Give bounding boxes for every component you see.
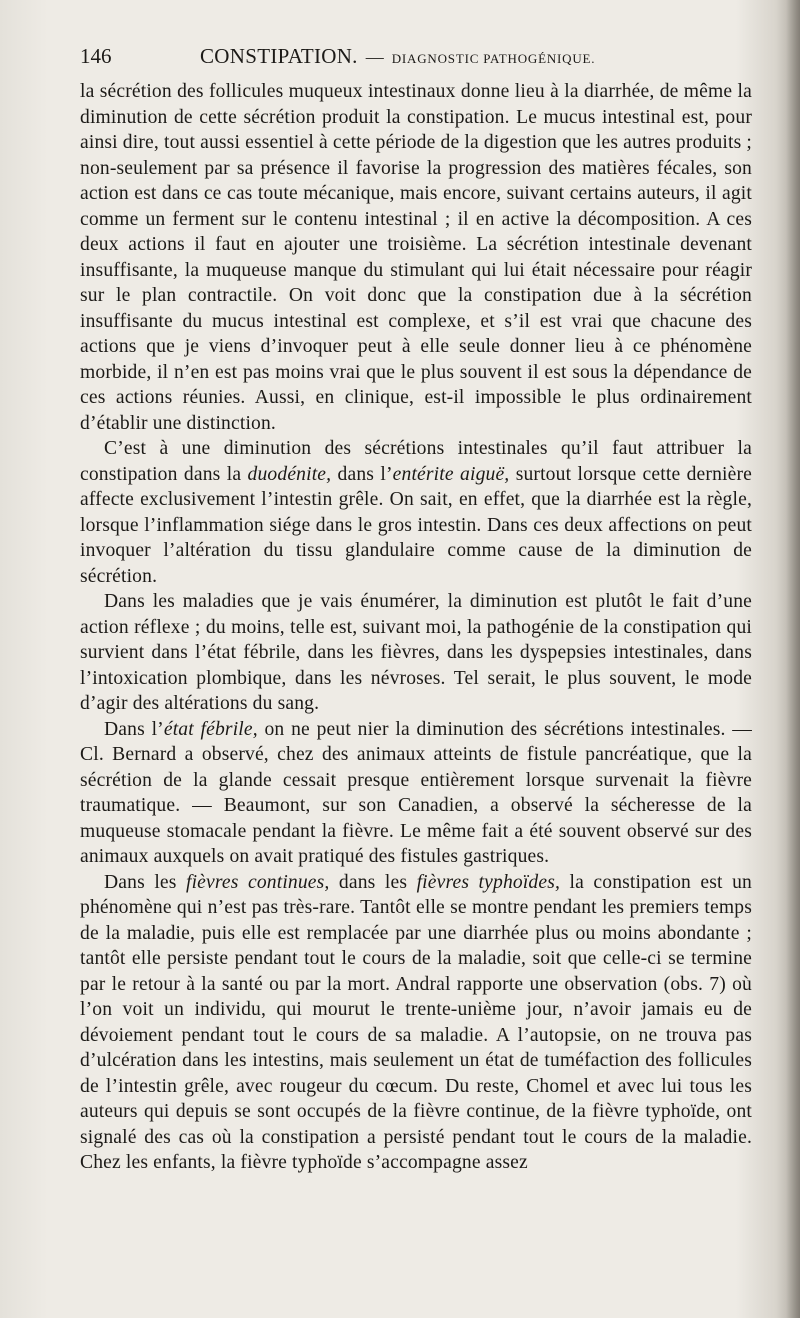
running-subtitle: DIAGNOSTIC PATHOGÉNIQUE. <box>391 51 596 66</box>
italic-term: état fébrile, <box>163 718 258 740</box>
paragraph-text: la constipation est un phénomène qui n’est pas très-rare. Tantôt elle se montre pendant les premiers temps de la maladie, puis elle est remplacée par une diarrhée plus ou moins abondante ; tantôt elle persiste pendant tout le cours de la maladie, soit que celle-ci se termine par le retour à la santé ou par la mort. Andral rapporte une observation (obs. 7) où l’on voit un individu, qui mourut le trente-unième jour, n’avoir jamais eu de dévoiement pendant tout le cours de sa maladie. A l’autopsie, on ne trouva pas d’ulcération dans les intestins, mais seulement un état de tuméfaction des follicules de l’intestin grêle, avec rougeur du cœcum. Du reste, Chomel et avec lui tous les auteurs qui depuis se sont occupés de la fièvre continue, de la fièvre typhoïde, ont signalé des cas où la constipation a persisté pendant tout le cours de la maladie. Chez les enfants, la fièvre typhoïde s’accompagne assez <box>80 871 752 1173</box>
italic-term: duodénite, <box>247 463 332 485</box>
paragraph <box>80 717 752 870</box>
running-header <box>80 44 752 74</box>
paragraph-text: dans les <box>329 871 417 893</box>
paragraph-text: C’est à une diminution des sécrétions intestinales qu’il faut attribuer la constipation dans la <box>80 438 752 485</box>
body-text <box>80 79 752 1176</box>
paragraph-text: dans l’ <box>331 463 393 485</box>
italic-term: fièvres typhoïdes, <box>416 871 561 893</box>
paragraph <box>80 589 752 717</box>
italic-term: entérite aiguë, <box>392 463 510 485</box>
paragraph <box>80 436 752 589</box>
running-separator: — <box>365 47 384 67</box>
page-number: 146 <box>80 44 112 68</box>
paragraph <box>80 79 752 436</box>
page-gutter-shadow <box>786 0 800 1318</box>
paragraph-text: Dans l’ <box>104 718 164 740</box>
paragraph-text: Dans les maladies que je vais énumérer, la diminution est plutôt le fait d’une action réflexe ; du moins, telle est, suivant moi, la pathogénie de la constipation qui survient dans l’état fébrile, dans les fièvres, dans les dyspepsies intestinales, dans l’intoxication plombique, dans les névroses. Tel serait, le plus souvent, le mode d’agir des altérations du sang. <box>80 591 752 714</box>
paragraph-text: surtout lorsque cette dernière affecte exclusivement l’intestin grêle. On sait, en effet, que la diarrhée est la règle, lorsque l’inflammation siége dans le gros intestin. Dans ces deux affections on peut invoquer l’altération du tissu glandulaire comme cause de la diminution de sécrétion. <box>80 463 752 587</box>
paragraph-text: Dans les <box>104 871 186 893</box>
italic-term: fièvres continues, <box>185 871 330 893</box>
paragraph-text: on ne peut nier la diminution des sécrétions intestinales. — Cl. Bernard a observé, chez des animaux atteints de fistule pancréatique, que la sécrétion de la glande cessait presque entièrement lorsque survenait la fièvre traumatique. — Beaumont, sur son Canadien, a observé la sécheresse de la muqueuse stomacale pendant la fièvre. Le même fait a été souvent observé sur des animaux auxquels on avait pratiqué des fistules gastriques. <box>80 718 752 867</box>
paragraph <box>80 870 752 1176</box>
paragraph-text: la sécrétion des follicules muqueux intestinaux donne lieu à la diarrhée, de même la diminution de cette sécrétion produit la constipation. Le mucus intestinal est, pour ainsi dire, tout aussi essentiel à cette période de la digestion que les autres produits ; non-seulement par sa présence il favorise la progression des matières fécales, son action est dans ce cas toute mécanique, mais encore, suivant certains auteurs, il agit comme un ferment sur le contenu intestinal ; il en active la décomposition. A ces deux actions il faut en ajouter une troisième. La sécrétion intestinale devenant insuffisante, la muqueuse manque du stimulant qui lui était nécessaire pour réagir sur le plan contractile. On voit donc que la constipation due à la sécrétion insuffisante du mucus intestinal est complexe, et s’il est vrai que chacune des actions que je viens d’invoquer peut à elle seule donner lieu à ce phénomène morbide, il n’en est pas moins vrai que le plus souvent il est sous la dépendance de ces actions réunies. Aussi, en clinique, est-il impossible le plus ordinairement d’établir une distinction. <box>80 81 752 434</box>
running-title: CONSTIPATION. <box>200 44 358 68</box>
